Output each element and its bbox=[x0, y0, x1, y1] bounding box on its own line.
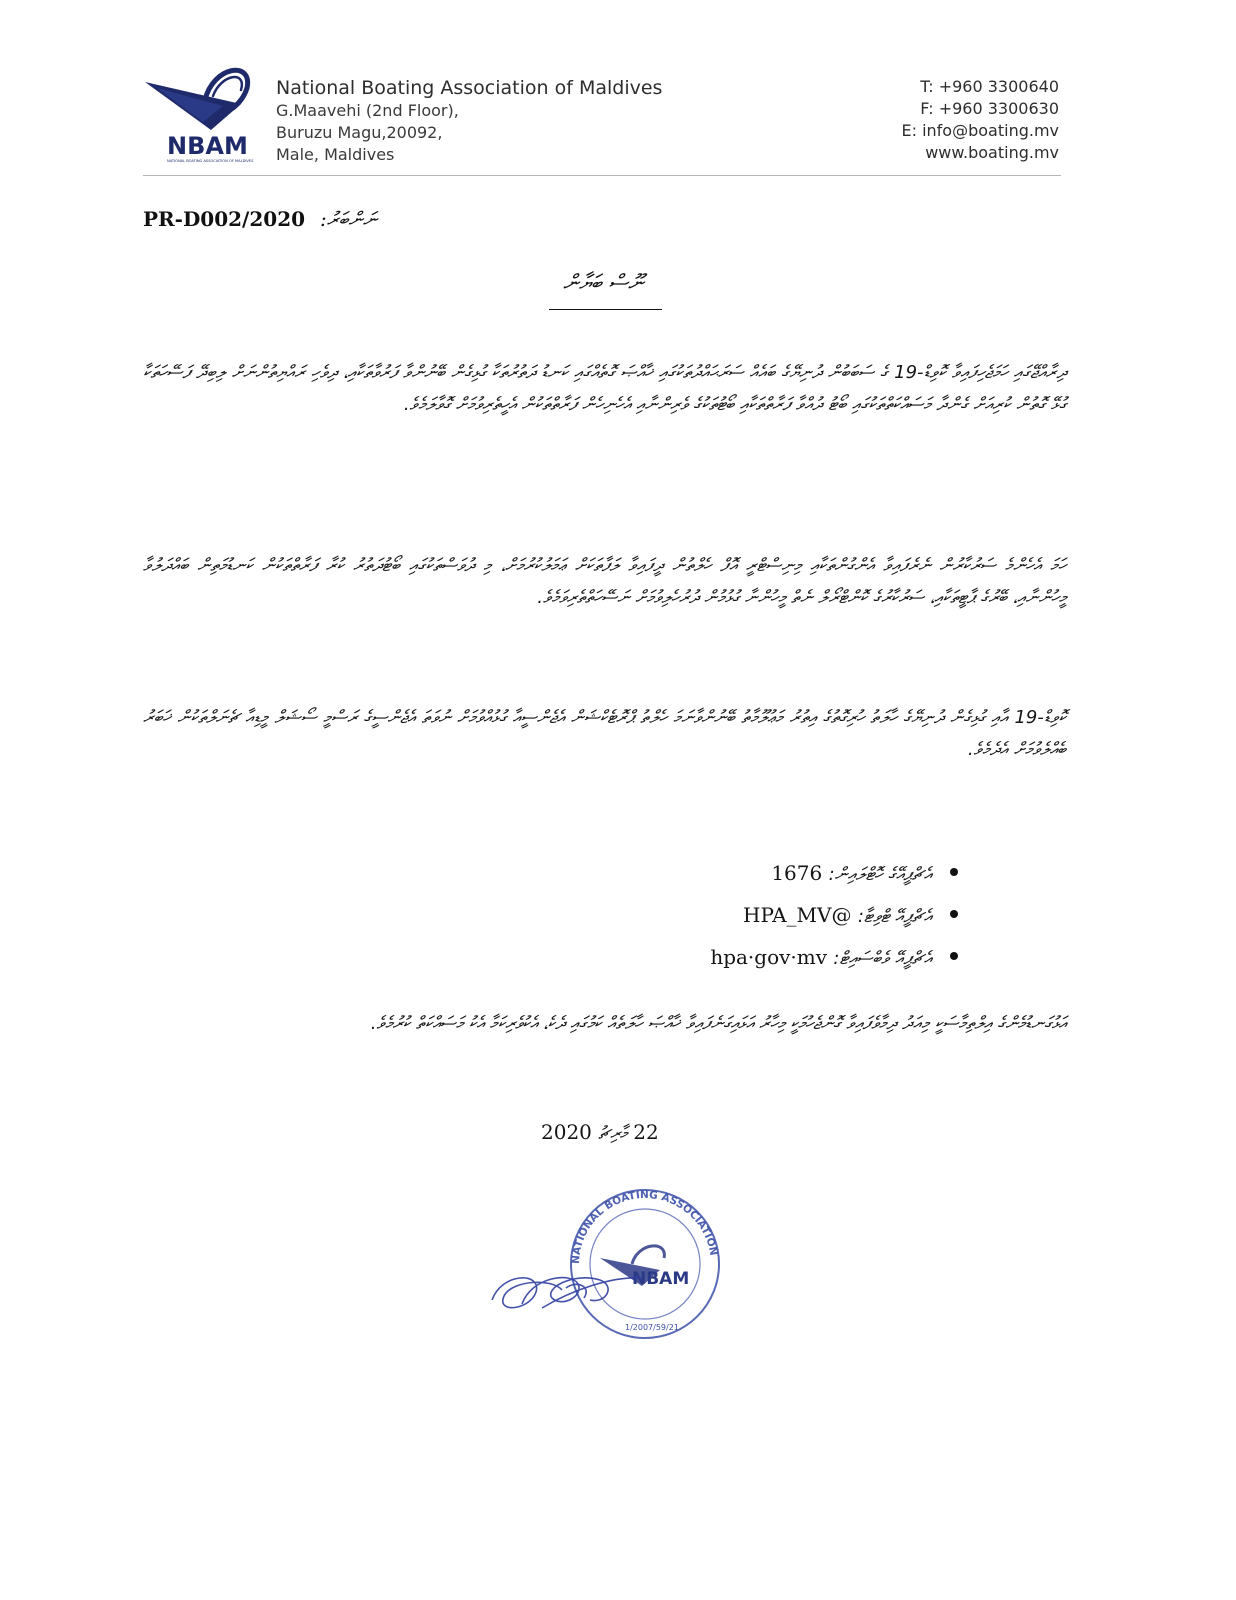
svg-text:NATIONAL BOATING ASSOCIATION O: NATIONAL BOATING ASSOCIATION bbox=[569, 1188, 720, 1265]
bullet-icon bbox=[950, 910, 958, 918]
date-year: 2020 bbox=[541, 1120, 592, 1144]
body-paragraph: ދިރާއްޖޭގައި ހަމަޖެހިފައިވާ ކޮވިޑް-19 ގެ ސަބަބުން ދުނިޔޭގެ ބައެއް ސަރަޙައްދުތަކުގައި ޚާއްޞަ ގޮތެއްގައި ކަނޑު ދަތުރުތަކާ ގުޅިގެން ބޭނުންވާ ފަރުވާތަކާއި، ދިވެހި ރައްޔިތުންނަށް ލިބިދޭ ފަސޭހަތަކާ ގުޅޭ ގޮތުން ކުރިއަށް ގެންދާ މަސައްކަތްތަކުގައި ބޯޓު ދުއްވާ ފަރާތްތަކާއި ބޯޓުތަކުގެ ވެރިންނާއި އެހެނިހެން ފަރާތްތަކުން އެހީތެރިވުމަށް ގޮވާލަމެވެ. bbox=[143, 362, 1066, 415]
website-address: www.boating.mv bbox=[925, 143, 1059, 162]
date-month: މާރިޗު bbox=[598, 1123, 627, 1144]
list-item bbox=[710, 895, 961, 937]
svg-text:NBAM: NBAM bbox=[632, 1269, 690, 1289]
bullet-icon bbox=[950, 952, 958, 960]
document-date bbox=[541, 1120, 659, 1144]
official-stamp bbox=[482, 1180, 727, 1340]
organisation-block bbox=[276, 76, 662, 166]
fax-number: F: +960 3300630 bbox=[920, 99, 1059, 118]
nbam-logo bbox=[143, 58, 261, 166]
signature bbox=[492, 1278, 642, 1308]
svg-text:NATIONAL BOATING ASSOCIATION O: NATIONAL BOATING ASSOCIATION OF MALDIVES bbox=[167, 159, 254, 163]
reference-number bbox=[143, 207, 377, 231]
organisation-name: National Boating Association of Maldives bbox=[276, 77, 663, 99]
bullet-label: އެޗްޕީއޭ ވެބްސައިޓް: bbox=[833, 948, 931, 969]
letterhead bbox=[143, 58, 1061, 176]
phone-number: T: +960 3300640 bbox=[920, 77, 1059, 96]
bullet-value: @HPA_MV bbox=[743, 903, 852, 927]
svg-text:1/2007/59/21: 1/2007/59/21 bbox=[625, 1323, 679, 1332]
bullet-icon bbox=[950, 868, 958, 876]
date-day: 22 bbox=[633, 1120, 659, 1144]
reference-value: PR-D002/2020 bbox=[143, 207, 306, 231]
bullet-value: 1676 bbox=[771, 861, 823, 885]
address-line: Male, Maldives bbox=[276, 145, 395, 164]
address-line: Buruzu Magu,20092, bbox=[276, 123, 443, 142]
contact-block bbox=[902, 76, 1060, 164]
email-address: E: info@boating.mv bbox=[901, 121, 1059, 140]
list-item bbox=[710, 937, 961, 979]
bullet-label: އެޗްޕީއޭގެ ހޮޓްލައިން: bbox=[828, 864, 931, 885]
header-divider bbox=[143, 175, 1061, 176]
body-paragraph: ކޮވިޑް-19 އާއި ގުޅިގެން ދުނިޔޭގެ ހާލަތު ހުރިގޮތުގެ އިތުރު މަޢުލޫމާތު ބޭނުންވާނަމަ ހެލްތު ޕްރޮޓެކްޝަން އެޖެންސީއާ ގުޅުއްވުމަށް ނުވަތަ އެޖެންސީގެ ރަސްމީ ސޯޝަލް މީޑިއާ ޗެނަލްތަކުން ޚަބަރު ބެއްލެވުމަށް އެދެމެވެ. bbox=[143, 707, 1066, 760]
title-underline bbox=[549, 309, 662, 310]
body-paragraph: އަޅުގަނޑުމެންގެ އިލްތިމާސަކީ މިއަދު ދިމާވެފައިވާ ގޮންޖެހުމަކީ މިހާރު އަޅައިގަނެފައިވާ ޚާއްޞަ ހާލަތެއް ކަމުގައި ދެކެ، އެކުވެރިކަމާ އެކު މަސައްކަތް ކުރުމެވެ. bbox=[370, 1013, 1066, 1034]
bullet-value: hpa·gov·mv bbox=[710, 945, 828, 969]
svg-text:NBAM: NBAM bbox=[167, 132, 248, 160]
body-paragraph: ހަމަ އެހެންމެ ސަރުކާރުން ނެރެފައިވާ އެންގުންތަކާއި މިނިސްޓްރީ އޮފް ހެލްތުން ދީފައިވާ ލަފާތަކަށް ޢަމަލުކުރުމަށް، މި ދުވަސްތަކުގައި ބޯޓުދަތުރު ކުރާ ފަރާތްތަކުން ކަނޑުމަތިން ބައްދަލުވާ މީހުންނާއި، ބޭރުގެ ޕާޓީތަކާއި، ސަރުކާރުގެ ކޮންޓްރޯލް ނެތް މީހުންނާ ގުޅުމުން ދުރުހެލިވުމަށް ނަސޭހަތްތެރިވަމެވެ. bbox=[143, 555, 1066, 608]
reference-label: ނަންބަރު: bbox=[320, 207, 377, 231]
address-line: G.Maavehi (2nd Floor), bbox=[276, 101, 459, 120]
list-item bbox=[710, 853, 961, 895]
contact-bullet-list bbox=[710, 853, 961, 979]
bullet-label: އެޗްޕީއޭ ޓްވިޓާ: bbox=[857, 906, 931, 927]
document-title: ނޫސް ބަޔާން bbox=[562, 271, 644, 296]
